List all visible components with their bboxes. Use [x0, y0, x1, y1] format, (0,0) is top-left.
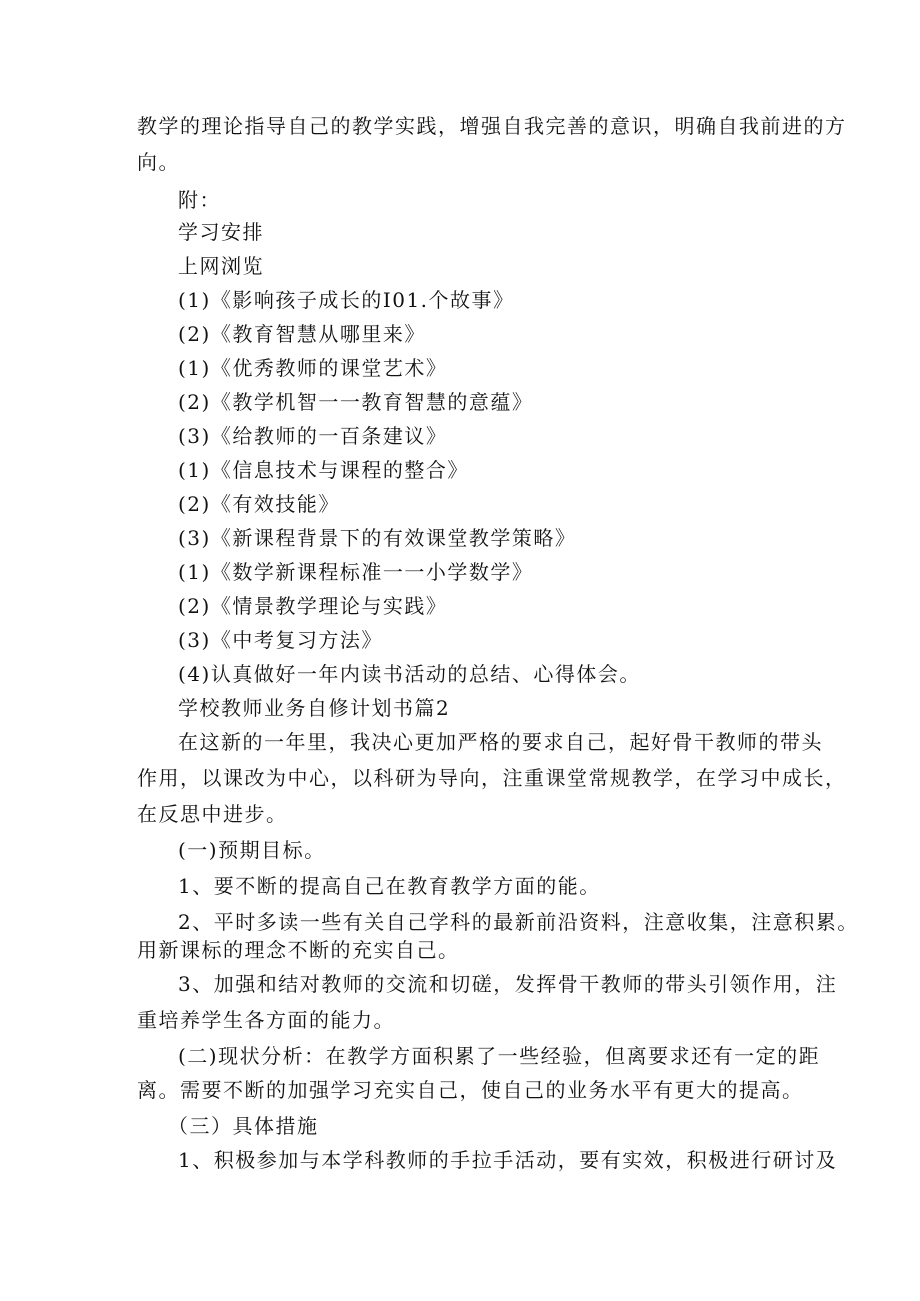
list-item: (4)认真做好一年内读书活动的总结、心得体会。 [178, 662, 641, 686]
text-line: (二)现状分析：在教学方面积累了一些经验，但离要求还有一定的距 [178, 1044, 821, 1068]
text-line: 教学的理论指导自己的教学实践，增强自我完善的意识，明确自我前进的方 [137, 114, 847, 138]
list-item: (1)《优秀教师的课堂艺术》 [178, 356, 448, 380]
text-line: 离。需要不断的加强学习充实自己，使自己的业务水平有更大的提高。 [137, 1078, 804, 1102]
list-item: (2)《教育智慧从哪里来》 [178, 322, 426, 346]
list-item: (2)《教学机智一一教育智慧的意蕴》 [178, 390, 534, 414]
section-label: 上网浏览 [178, 254, 264, 278]
list-item: (3)《给教师的一百条建议》 [178, 424, 448, 448]
text-line: 作用，以课改为中心，以科研为导向，注重课堂常规教学，在学习中成长， [137, 766, 847, 790]
list-item: (1)《数学新课程标准一一小学数学》 [178, 560, 534, 584]
text-line: 1、要不断的提高自己在教育教学方面的能。 [178, 874, 601, 898]
text-line: 重培养学生各方面的能力。 [137, 1008, 395, 1032]
list-item: (2)《有效技能》 [178, 492, 340, 516]
subheading: （三）具体措施 [168, 1114, 319, 1138]
text-line: 在这新的一年里，我决心更加严格的要求自己，起好骨干教师的带头 [178, 730, 823, 754]
section-heading: 学校教师业务自修计划书篇2 [178, 696, 451, 720]
text-line: 3、加强和结对教师的交流和切磋，发挥骨干教师的带头引领作用，注 [178, 972, 838, 996]
list-item: (3)《中考复习方法》 [178, 628, 383, 652]
list-item: (2)《情景教学理论与实践》 [178, 594, 448, 618]
text-line: 在反思中进步。 [137, 802, 288, 826]
list-item: (1)《影响孩子成长的I01.个故事》 [178, 288, 515, 312]
text-line: 2、平时多读一些有关自己学科的最新前沿资料，注意收集，注意积累。 [178, 910, 859, 934]
appendix-label: 附： [178, 188, 221, 212]
text-line: 1、积极参加与本学科教师的手拉手活动，要有实效，积极进行研讨及 [178, 1148, 838, 1172]
list-item: (3)《新课程背景下的有效课堂教学策略》 [178, 526, 577, 550]
subheading: (一)预期目标。 [178, 838, 326, 862]
text-line: 向。 [137, 150, 180, 174]
list-item: (1)《信息技术与课程的整合》 [178, 458, 469, 482]
section-label: 学习安排 [178, 220, 264, 244]
text-line: 用新课标的理念不断的充实自己。 [137, 938, 460, 962]
